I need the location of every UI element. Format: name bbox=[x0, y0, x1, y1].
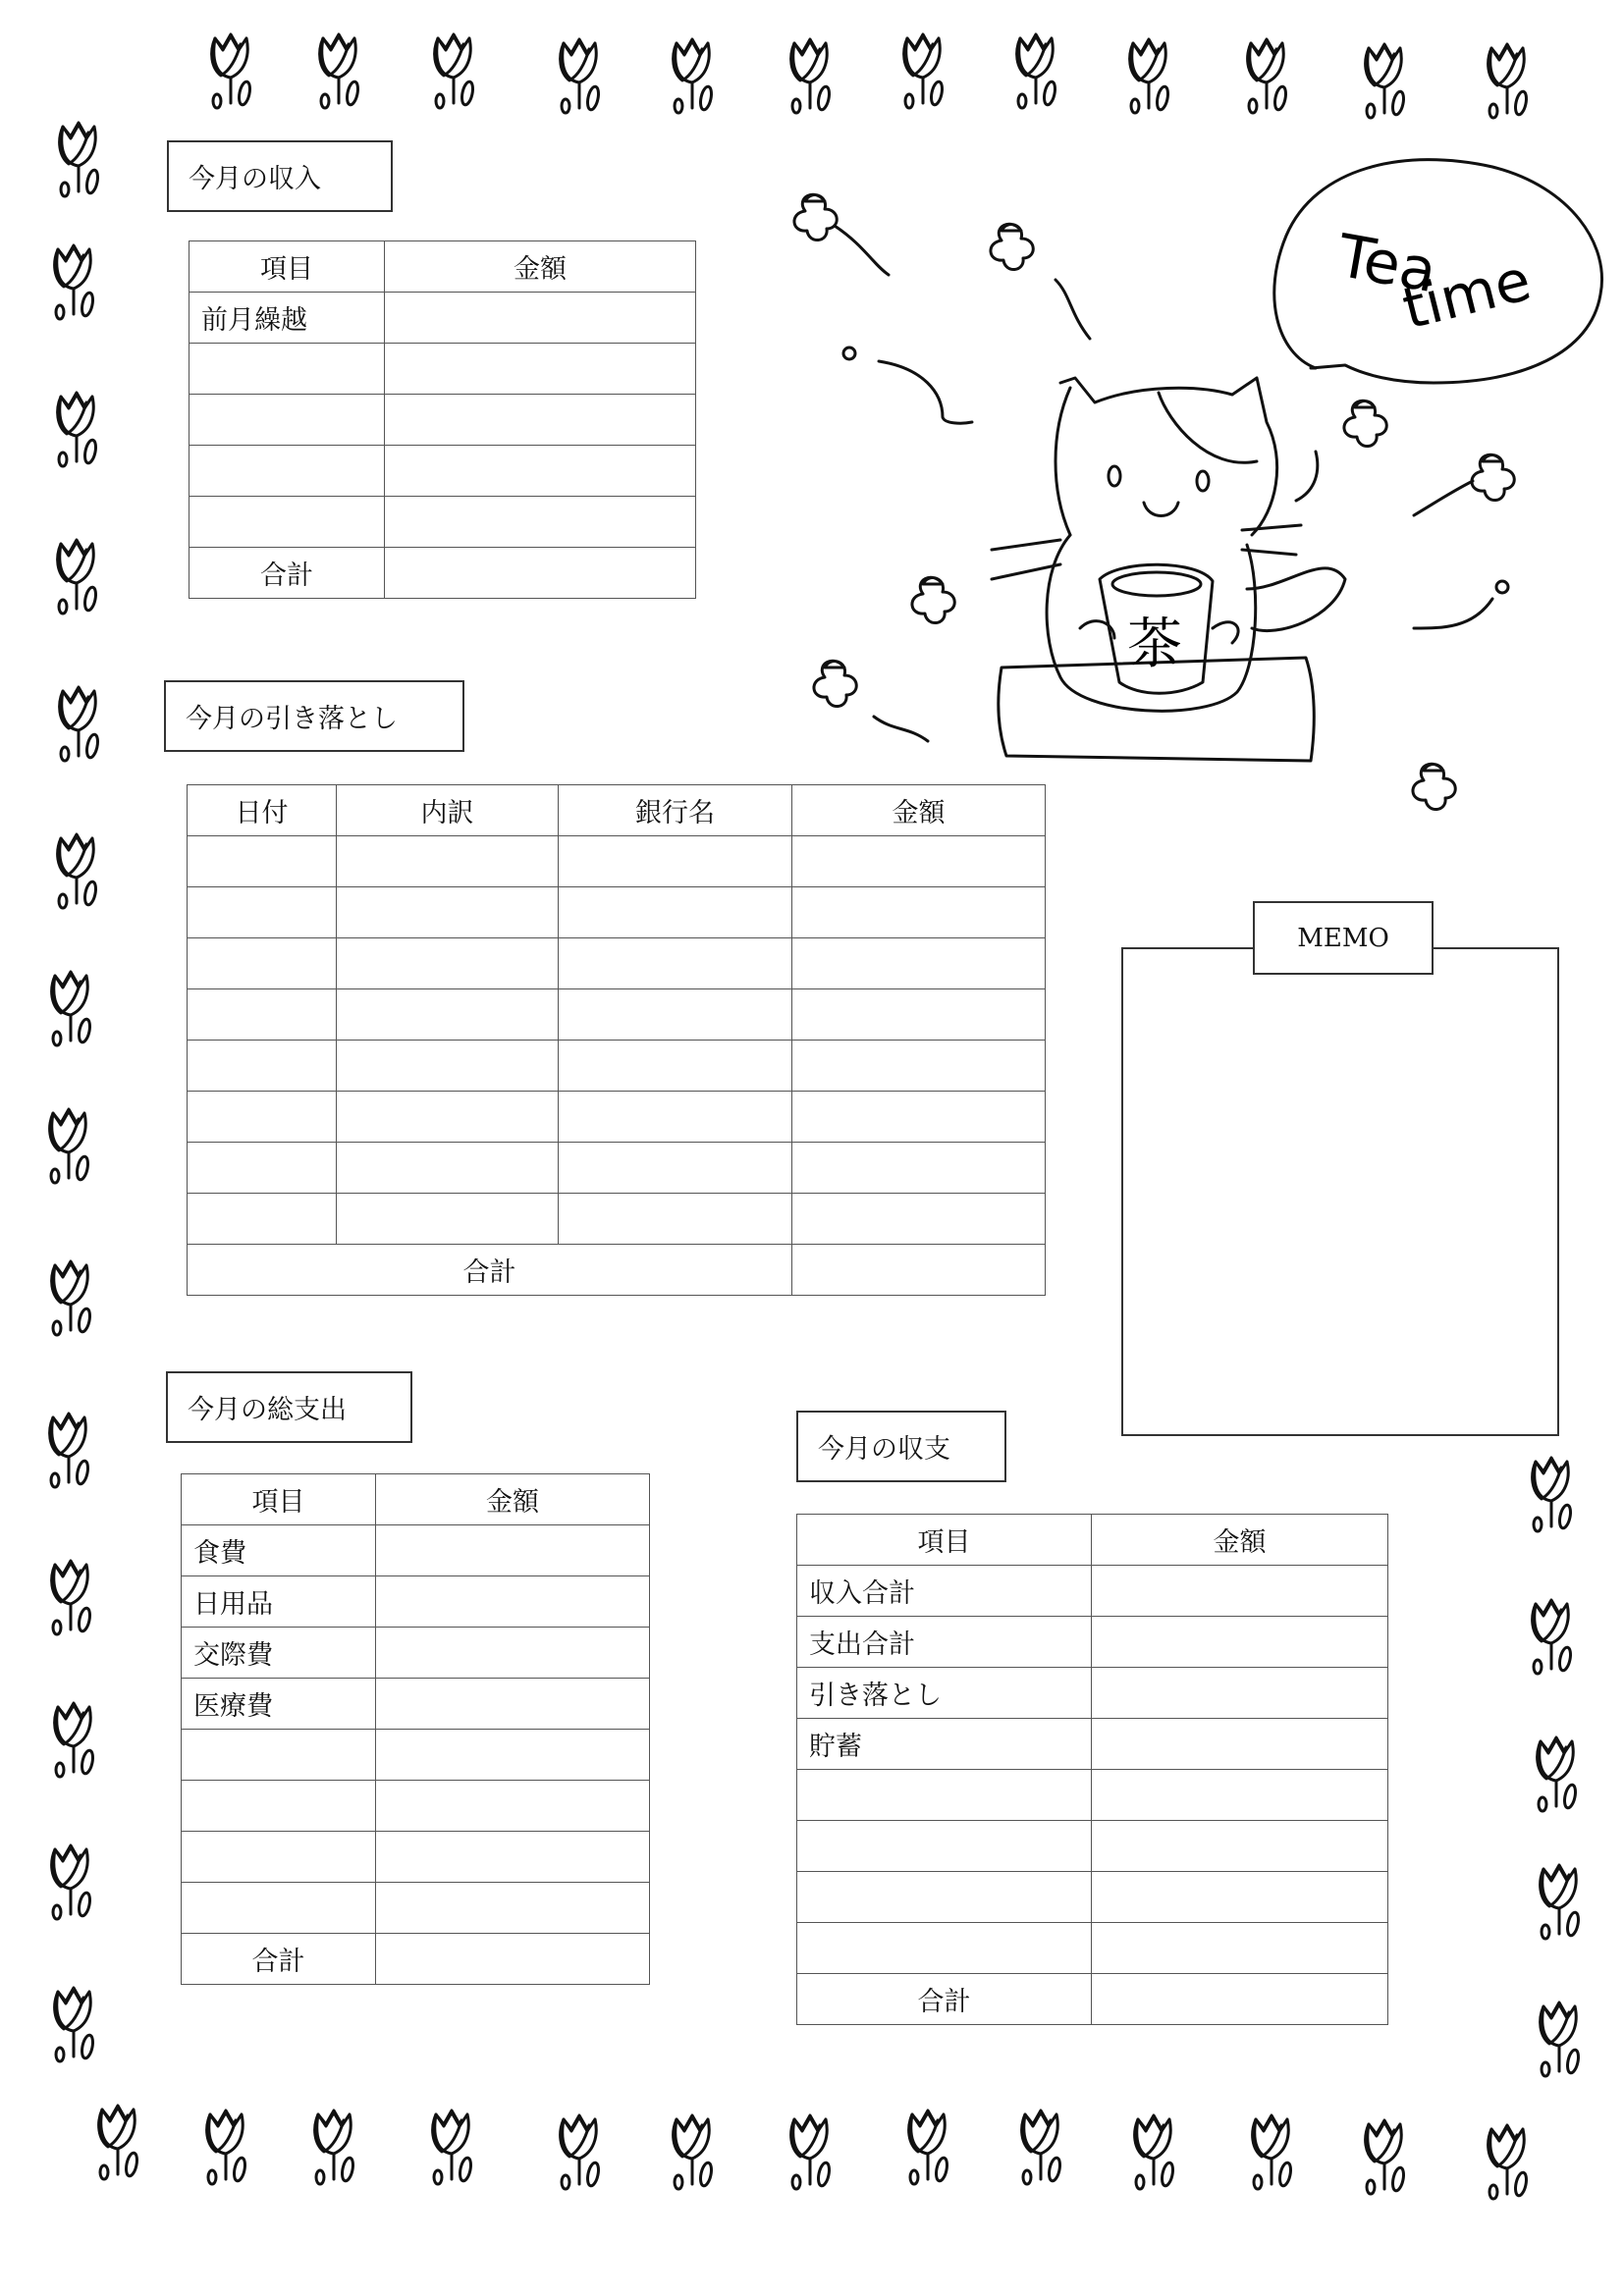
amount-cell[interactable] bbox=[376, 1832, 650, 1883]
item-cell[interactable] bbox=[189, 446, 385, 497]
column-header: 内訳 bbox=[337, 785, 559, 836]
item-cell[interactable] bbox=[189, 395, 385, 446]
table-row bbox=[189, 395, 696, 446]
memo-title: MEMO bbox=[1253, 901, 1434, 975]
item-cell[interactable]: 交際費 bbox=[182, 1628, 376, 1679]
table-row bbox=[188, 887, 1046, 938]
balance-table bbox=[796, 1514, 1388, 2025]
amount-cell[interactable] bbox=[792, 989, 1046, 1041]
table-row bbox=[182, 1628, 650, 1679]
date-cell[interactable] bbox=[188, 938, 337, 989]
table-row bbox=[797, 1617, 1388, 1668]
detail-cell[interactable] bbox=[337, 1092, 559, 1143]
amount-cell[interactable] bbox=[1092, 1821, 1388, 1872]
amount-cell[interactable] bbox=[385, 344, 696, 395]
total-label: 合計 bbox=[188, 1245, 792, 1296]
amount-cell[interactable] bbox=[792, 938, 1046, 989]
table-row bbox=[188, 1143, 1046, 1194]
total-label: 合計 bbox=[797, 1974, 1092, 2025]
header-row bbox=[189, 241, 696, 293]
balance-title: 今月の収支 bbox=[796, 1411, 1006, 1482]
date-cell[interactable] bbox=[188, 989, 337, 1041]
speech-line1: Tea bbox=[1332, 221, 1442, 307]
table-row bbox=[182, 1730, 650, 1781]
bank-cell[interactable] bbox=[559, 1194, 792, 1245]
total-label: 合計 bbox=[189, 548, 385, 599]
item-cell[interactable]: 前月繰越 bbox=[189, 293, 385, 344]
memo-box[interactable] bbox=[1121, 947, 1559, 1436]
item-cell[interactable]: 日用品 bbox=[182, 1576, 376, 1628]
detail-cell[interactable] bbox=[337, 938, 559, 989]
table-row bbox=[188, 989, 1046, 1041]
table-row bbox=[188, 1041, 1046, 1092]
amount-cell[interactable] bbox=[1092, 1668, 1388, 1719]
amount-cell[interactable] bbox=[376, 1883, 650, 1934]
total-row bbox=[189, 548, 696, 599]
item-cell[interactable] bbox=[182, 1883, 376, 1934]
column-header: 項目 bbox=[797, 1515, 1092, 1566]
table-row bbox=[182, 1781, 650, 1832]
detail-cell[interactable] bbox=[337, 1194, 559, 1245]
item-cell[interactable]: 食費 bbox=[182, 1525, 376, 1576]
item-cell[interactable]: 貯蓄 bbox=[797, 1719, 1092, 1770]
debit-title: 今月の引き落とし bbox=[164, 680, 464, 752]
income-table bbox=[189, 240, 696, 599]
item-cell[interactable] bbox=[797, 1872, 1092, 1923]
date-cell[interactable] bbox=[188, 1092, 337, 1143]
total-row bbox=[182, 1934, 650, 1985]
table-row bbox=[797, 1872, 1388, 1923]
table-row bbox=[188, 1092, 1046, 1143]
date-cell[interactable] bbox=[188, 1143, 337, 1194]
header-row bbox=[182, 1474, 650, 1525]
date-cell[interactable] bbox=[188, 887, 337, 938]
item-cell[interactable] bbox=[182, 1781, 376, 1832]
item-cell[interactable] bbox=[797, 1770, 1092, 1821]
amount-cell[interactable] bbox=[385, 446, 696, 497]
table-row bbox=[797, 1821, 1388, 1872]
amount-cell[interactable] bbox=[792, 1092, 1046, 1143]
spending-table bbox=[181, 1473, 650, 1985]
table-row bbox=[797, 1566, 1388, 1617]
column-header: 金額 bbox=[1092, 1515, 1388, 1566]
amount-cell[interactable] bbox=[792, 1194, 1046, 1245]
amount-cell[interactable] bbox=[1092, 1770, 1388, 1821]
detail-cell[interactable] bbox=[337, 1041, 559, 1092]
amount-cell[interactable] bbox=[1092, 1872, 1388, 1923]
table-row bbox=[797, 1770, 1388, 1821]
total-amount-cell[interactable] bbox=[792, 1245, 1046, 1296]
header-row bbox=[797, 1515, 1388, 1566]
total-amount-cell[interactable] bbox=[385, 548, 696, 599]
table-row bbox=[189, 446, 696, 497]
total-row bbox=[188, 1245, 1046, 1296]
bank-cell[interactable] bbox=[559, 938, 792, 989]
item-cell[interactable] bbox=[797, 1821, 1092, 1872]
table-row bbox=[797, 1923, 1388, 1974]
column-header: 金額 bbox=[376, 1474, 650, 1525]
table-row bbox=[188, 938, 1046, 989]
column-header: 金額 bbox=[385, 241, 696, 293]
bank-cell[interactable] bbox=[559, 1143, 792, 1194]
amount-cell[interactable] bbox=[385, 293, 696, 344]
item-cell[interactable]: 引き落とし bbox=[797, 1668, 1092, 1719]
item-cell[interactable] bbox=[182, 1730, 376, 1781]
column-header: 日付 bbox=[188, 785, 337, 836]
header-row bbox=[188, 785, 1046, 836]
amount-cell[interactable] bbox=[1092, 1617, 1388, 1668]
amount-cell[interactable] bbox=[385, 395, 696, 446]
table-row bbox=[182, 1883, 650, 1934]
item-cell[interactable]: 収入合計 bbox=[797, 1566, 1092, 1617]
detail-cell[interactable] bbox=[337, 836, 559, 887]
table-row bbox=[188, 836, 1046, 887]
item-cell[interactable] bbox=[182, 1832, 376, 1883]
total-amount-cell[interactable] bbox=[376, 1934, 650, 1985]
speech-line2: time bbox=[1395, 245, 1538, 343]
column-header: 項目 bbox=[182, 1474, 376, 1525]
table-row bbox=[797, 1719, 1388, 1770]
item-cell[interactable]: 医療費 bbox=[182, 1679, 376, 1730]
amount-cell[interactable] bbox=[376, 1781, 650, 1832]
total-row bbox=[797, 1974, 1388, 2025]
amount-cell[interactable] bbox=[792, 1143, 1046, 1194]
date-cell[interactable] bbox=[188, 1194, 337, 1245]
total-amount-cell[interactable] bbox=[1092, 1974, 1388, 2025]
table-row bbox=[182, 1525, 650, 1576]
amount-cell[interactable] bbox=[1092, 1719, 1388, 1770]
cup-kanji: 茶 bbox=[1127, 613, 1182, 676]
total-label: 合計 bbox=[182, 1934, 376, 1985]
amount-cell[interactable] bbox=[792, 836, 1046, 887]
column-header: 銀行名 bbox=[559, 785, 792, 836]
amount-cell[interactable] bbox=[1092, 1923, 1388, 1974]
bank-cell[interactable] bbox=[559, 887, 792, 938]
detail-cell[interactable] bbox=[337, 989, 559, 1041]
item-cell[interactable] bbox=[189, 344, 385, 395]
date-cell[interactable] bbox=[188, 1041, 337, 1092]
bank-cell[interactable] bbox=[559, 1092, 792, 1143]
amount-cell[interactable] bbox=[792, 887, 1046, 938]
table-row bbox=[188, 1194, 1046, 1245]
column-header: 項目 bbox=[189, 241, 385, 293]
amount-cell[interactable] bbox=[376, 1525, 650, 1576]
bank-cell[interactable] bbox=[559, 1041, 792, 1092]
amount-cell[interactable] bbox=[1092, 1566, 1388, 1617]
table-row bbox=[797, 1668, 1388, 1719]
bank-cell[interactable] bbox=[559, 989, 792, 1041]
amount-cell[interactable] bbox=[376, 1679, 650, 1730]
bank-cell[interactable] bbox=[559, 836, 792, 887]
date-cell[interactable] bbox=[188, 836, 337, 887]
table-row bbox=[182, 1832, 650, 1883]
table-row bbox=[189, 344, 696, 395]
income-title: 今月の収入 bbox=[167, 140, 393, 212]
amount-cell[interactable] bbox=[376, 1730, 650, 1781]
item-cell[interactable] bbox=[189, 497, 385, 548]
table-row bbox=[189, 293, 696, 344]
amount-cell[interactable] bbox=[376, 1576, 650, 1628]
item-cell[interactable] bbox=[797, 1923, 1092, 1974]
spending-title: 今月の総支出 bbox=[166, 1371, 412, 1443]
item-cell[interactable]: 支出合計 bbox=[797, 1617, 1092, 1668]
amount-cell[interactable] bbox=[376, 1628, 650, 1679]
amount-cell[interactable] bbox=[792, 1041, 1046, 1092]
debit-table bbox=[187, 784, 1046, 1296]
table-row bbox=[182, 1576, 650, 1628]
table-row bbox=[182, 1679, 650, 1730]
detail-cell[interactable] bbox=[337, 1143, 559, 1194]
column-header: 金額 bbox=[792, 785, 1046, 836]
table-row bbox=[189, 497, 696, 548]
detail-cell[interactable] bbox=[337, 887, 559, 938]
amount-cell[interactable] bbox=[385, 497, 696, 548]
